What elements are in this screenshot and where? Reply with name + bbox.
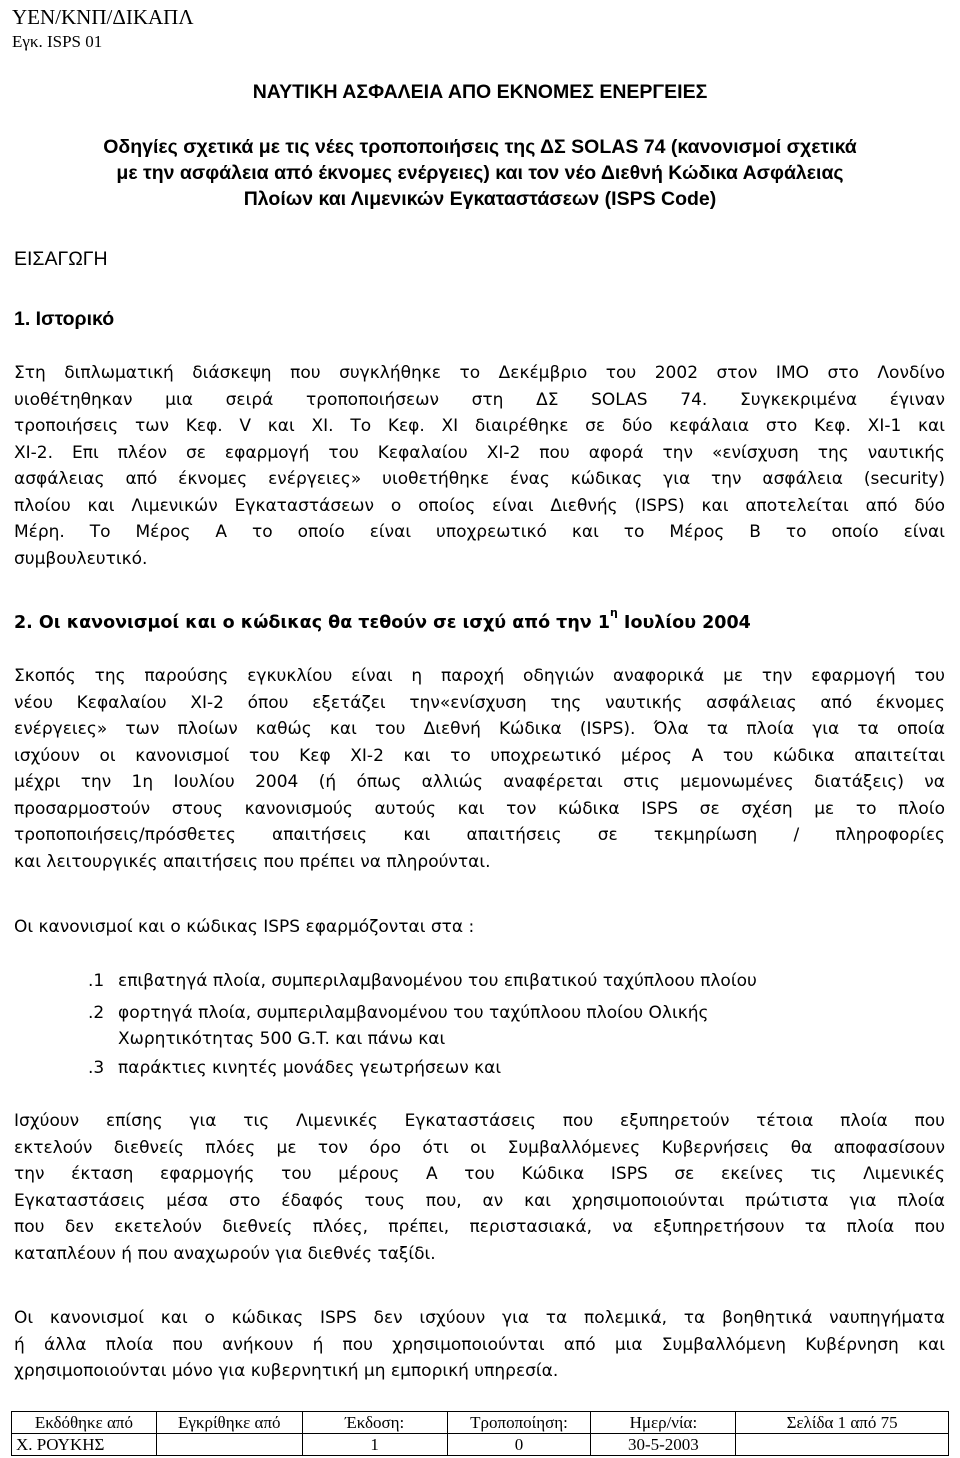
paragraph-line: Εγκαταστάσεις μέσα στο έδαφός τους που, αν και χρησιμοποιούνται πρώτιστα για πλοία <box>14 1190 945 1211</box>
section-2-heading-date: Ιουλίου 2004 <box>617 613 751 633</box>
footer-value-empty <box>736 1434 949 1456</box>
document-footer-table <box>11 1411 949 1456</box>
list-item-text: φορτηγά πλοία, συμπεριλαμβανομένου του ταχύπλοου πλοίου Ολικής <box>118 1003 709 1023</box>
paragraph-line: που δεν εκετελούν διεθνείς πλόες, πρέπει, περιστασιακά, να εξυπηρετήσουν τα πλοία που <box>14 1217 945 1237</box>
exclusions-paragraph <box>14 1305 945 1385</box>
section-2-paragraph <box>14 663 945 875</box>
footer-page-number: Σελίδα 1 από 75 <box>736 1412 949 1434</box>
section-1-heading: 1. Ιστορικό <box>14 308 115 330</box>
footer-label-approved-by: Εγκρίθηκε από <box>156 1412 302 1434</box>
paragraph-line: προσαρμοστούν στους κανονισμούς αυτούς και τον κώδικα ISPS σε σχέση με το πλοίο <box>14 798 945 819</box>
paragraph-line: τροποποιήσεις/πρόσθετες απαιτήσεις και απαιτήσεις σε τεκμηρίωση / πληροφορίες <box>14 825 945 845</box>
section-2-heading <box>14 606 751 636</box>
footer-value-approved-by <box>156 1434 302 1456</box>
paragraph-line: Ισχύουν επίσης για τις Λιμενικές Εγκαταστάσεις που εξυπηρετούν τέτοια πλοία που <box>14 1111 945 1131</box>
list-item-text: παράκτιες κινητές μονάδες γεωτρήσεων και <box>118 1058 502 1078</box>
paragraph-line: συμβουλευτικό. <box>14 548 148 569</box>
paragraph-line: Σκοπός της παρούσης εγκυκλίου είναι η παροχή οδηγιών αναφορικά με την εφαρμογή του <box>14 666 945 686</box>
paragraph-line: πλοίου και Λιμενικών Εγκαταστάσεων ο οποίος είναι Διεθνής (ISPS) και αποτελείται από δύο <box>14 495 945 516</box>
subtitle-line: με την ασφάλεια από έκνομες ενέργειες) και τον νέο Διεθνή Κώδικα Ασφάλειας <box>116 162 844 184</box>
applies-intro <box>14 914 945 941</box>
footer-label-issued-by: Εκδόθηκε από <box>12 1412 157 1434</box>
footer-value-row <box>12 1434 949 1456</box>
footer-label-row <box>12 1412 949 1434</box>
subtitle-line: Πλοίων και Λιμενικών Εγκαταστάσεων (ISPS Code) <box>243 188 717 210</box>
list-item-number: .1 <box>88 971 105 991</box>
paragraph-line: Στη διπλωματική διάσκεψη που συγκλήθηκε το Δεκέμβριο του 2002 στον IMO στο Λονδίνο <box>14 363 945 383</box>
footer-value-revision: 0 <box>447 1434 591 1456</box>
footer-value-issued-by: Χ. ΡΟΥΚΗΣ <box>12 1434 157 1456</box>
section-1-paragraph <box>14 360 945 572</box>
section-2-heading-text: 2. Οι κανονισμοί και ο κώδικας θα τεθούν σε ισχύ από την 1 <box>14 613 610 633</box>
paragraph-line: ισχύουν οι κανονισμοί του Κεφ XI-2 και το υποχρεωτικό μέρος Α του κώδικα απαιτείται <box>14 745 945 766</box>
header-office: ΥΕΝ/ΚΝΠ/ΔΙΚΑΠΛ <box>12 5 194 29</box>
paragraph-line: ενέργειες» των πλοίων καθώς και του Διεθνή Κώδικα (ISPS). Όλα τα πλοία για τα οποία <box>14 719 945 739</box>
paragraph-line: Μέρη. Το Μέρος Α το οποίο είναι υποχρεωτικό και το Μέρος Β το οποίο είναι <box>14 522 945 542</box>
paragraph-line: εκτελούν διεθνείς πλόες με τον όρο ότι οι Συμβαλλόμενες Κυβερνήσεις θα αποφασίσουν <box>14 1137 945 1158</box>
paragraph-line: και λειτουργικές απαιτήσεις που πρέπει να πληρούνται. <box>14 851 491 872</box>
list-item-number: .3 <box>88 1058 105 1078</box>
footer-value-edition: 1 <box>302 1434 447 1456</box>
list-item-number: .2 <box>88 1003 105 1023</box>
paragraph-line: XI-2. Επι πλέον σε εφαρμογή του Κεφαλαίου XI-2 που αφορά την «ενίσχυση της ναυτικής <box>14 442 945 463</box>
footer-label-date: Ημερ/νία: <box>591 1412 736 1434</box>
header-circular-ref: Εγκ. ISPS 01 <box>12 32 103 51</box>
document-subtitle <box>14 134 946 212</box>
paragraph-line: χρησιμοποιούνται μόνο για κυβερνητική μη εμπορική υπηρεσία. <box>14 1361 559 1381</box>
paragraph-line: τροποιήσεις των Κεφ. V και XI. Το Κεφ. XI διαιρέθηκε σε δύο κεφάλαια στο Κεφ. XI-1 και <box>14 416 945 436</box>
footer-label-revision: Τροποποίηση: <box>447 1412 591 1434</box>
footer-label-edition: Έκδοση: <box>302 1412 447 1434</box>
subtitle-line: Οδηγίες σχετικά με τις νέες τροποποιήσεις της ΔΣ SOLAS 74 (κανονισμοί σχετικά <box>103 136 857 158</box>
paragraph-line: Οι κανονισμοί και ο κώδικας ISPS εφαρμόζονται στα : <box>14 917 475 937</box>
document-title: ΝΑΥΤΙΚΗ ΑΣΦΑΛΕΙΑ ΑΠΟ ΕΚΝΟΜΕΣ ΕΝΕΡΓΕΙΕΣ <box>252 81 708 103</box>
footer-value-date: 30-5-2003 <box>591 1434 736 1456</box>
paragraph-line: ή άλλα πλοία που ανήκουν ή που χρησιμοποιούνται από μια Συμβαλλόμενη Κυβέρνηση και <box>14 1334 945 1355</box>
list-item-text: επιβατηγά πλοία, συμπεριλαμβανομένου του επιβατικού ταχύπλοου πλοίου <box>118 971 757 991</box>
paragraph-line: την έκταση εφαρμογής του μέρους Α του Κώδικα ISPS σε εκείνες τις Λιμενικές <box>14 1164 945 1184</box>
paragraph-line: καταπλέουν ή που αναχωρούν για διεθνές ταξίδι. <box>14 1243 436 1264</box>
paragraph-line: ασφάλειας από έκνομες ενέργειες» υιοθετήθηκε ένας κώδικας για την ασφάλεια (security) <box>14 469 945 489</box>
paragraph-line: υιοθέτηθηκαν μια σειρά τροποποιήσεων στη ΔΣ SOLAS 74. Συγκεκριμένα έγιναν <box>14 389 945 410</box>
ordinal-superscript: η <box>610 606 618 619</box>
list-item-text-continued: Χωρητικότητας 500 G.T. και πάνω και <box>118 1029 446 1049</box>
paragraph-line: νέου Κεφαλαίου XI-2 όπου εξετάζει την«ενίσχυση της ναυτικής ασφάλειας από έκνομες <box>14 692 945 713</box>
paragraph-line: μέχρι την 1η Ιουλίου 2004 (ή όπως αλλιώς αναφέρεται στις μεμονωμένες διατάξεις) να <box>14 772 945 792</box>
introduction-heading: ΕΙΣΑΓΩΓΗ <box>14 248 108 270</box>
port-facilities-paragraph <box>14 1108 945 1267</box>
paragraph-line: Οι κανονισμοί και ο κώδικας ISPS δεν ισχύουν για τα πολεμικά, τα βοηθητικά ναυπηγήματα <box>14 1308 945 1328</box>
